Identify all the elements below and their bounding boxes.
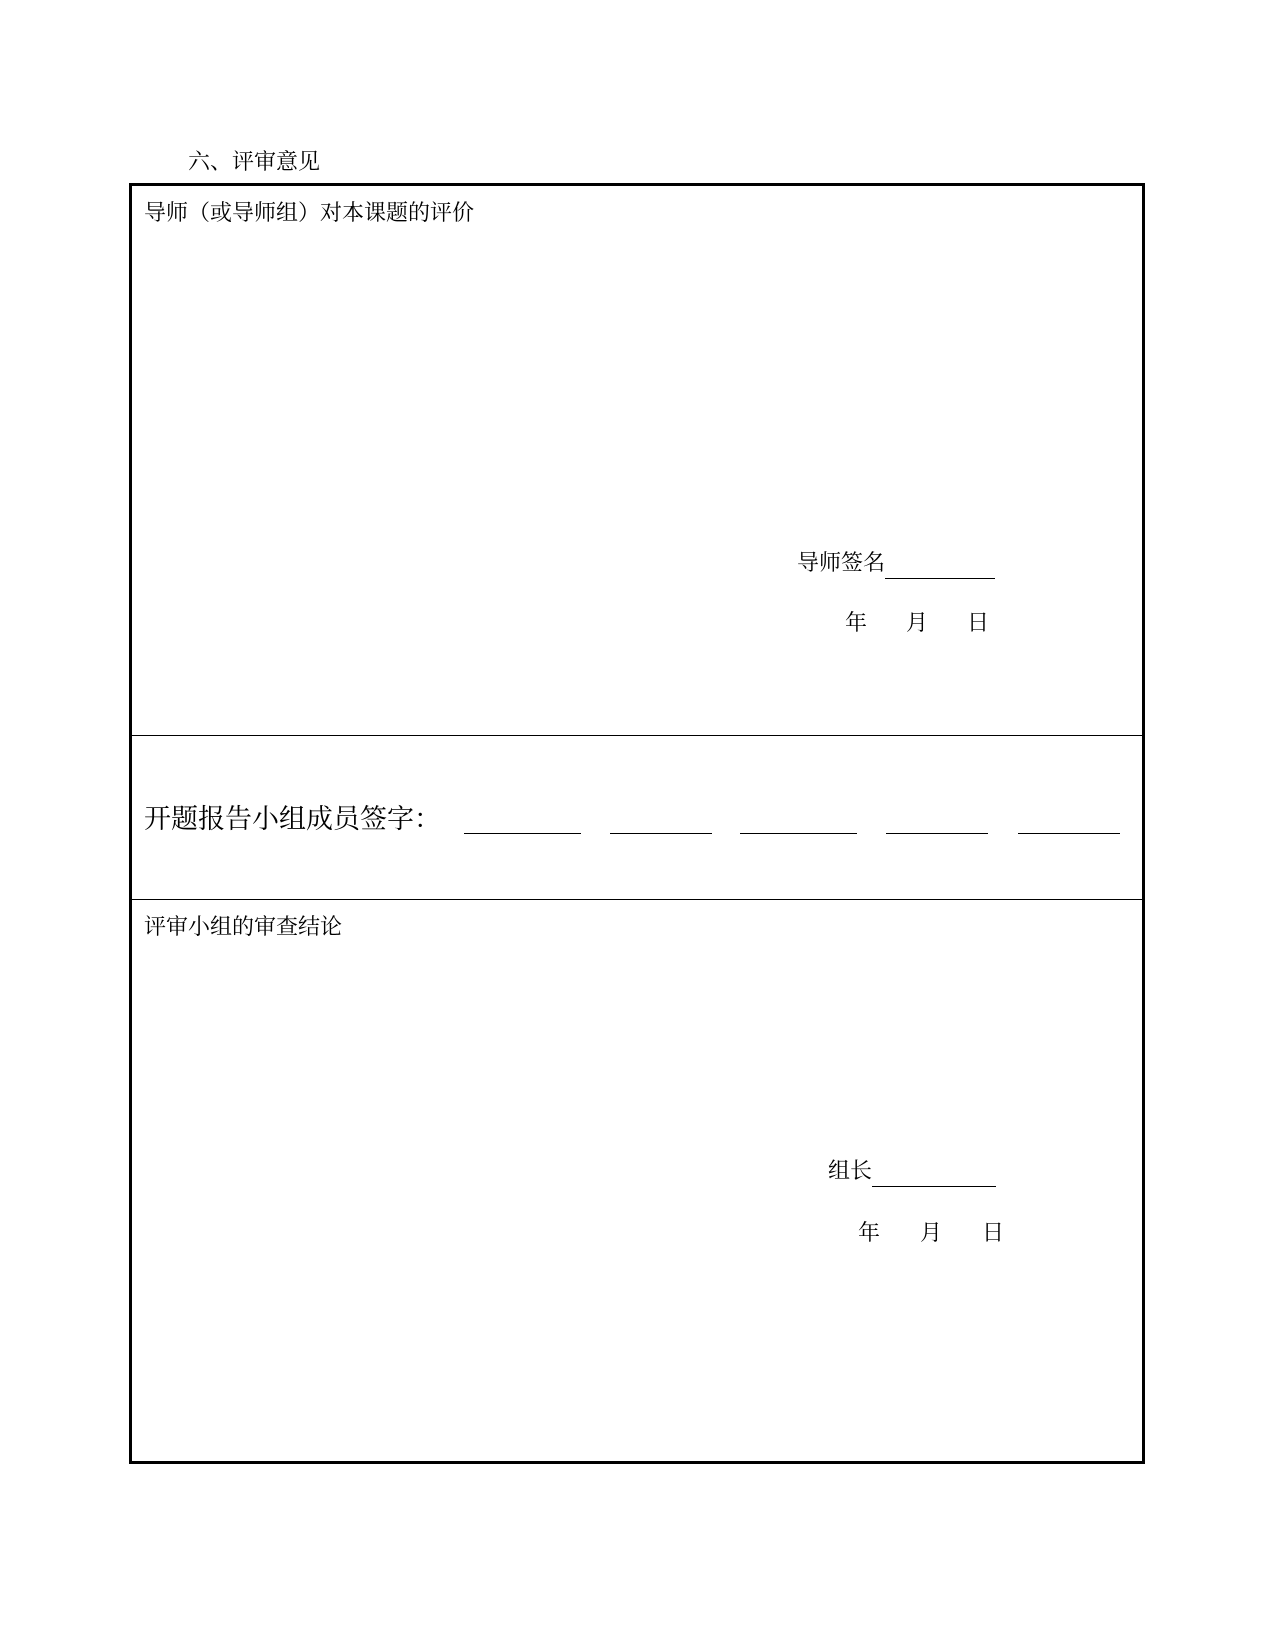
leader-signature-blank[interactable] [872,1160,996,1187]
member-signature-blank-3[interactable] [740,833,857,834]
members-signature-label: 开题报告小组成员签字： [144,804,441,835]
review-form-table [129,183,1145,1464]
section-heading: 六、评审意见 [188,150,321,175]
member-signature-blank-5[interactable] [1018,833,1120,834]
advisor-signature-blank[interactable] [885,552,995,579]
member-signature-blank-1[interactable] [464,833,581,834]
advisor-signature-line [797,549,995,579]
member-signature-blank-4[interactable] [886,833,988,834]
review-date-day: 日 [982,1221,1005,1246]
advisor-date-line [845,609,989,639]
review-date-line [858,1219,1004,1249]
leader-signature-label: 组长 [828,1159,873,1184]
leader-signature-line [828,1157,996,1187]
advisor-date-day: 日 [967,611,990,636]
advisor-date-month: 月 [906,611,929,636]
member-signature-blank-2[interactable] [610,833,712,834]
advisor-date-year: 年 [845,611,868,636]
advisor-signature-label: 导师签名 [797,551,886,576]
review-conclusion-label: 评审小组的审查结论 [144,915,343,940]
members-signature-cell [132,736,1142,900]
review-date-year: 年 [858,1221,881,1246]
advisor-evaluation-label: 导师（或导师组）对本课题的评价 [144,201,475,226]
review-conclusion-cell[interactable] [132,900,1142,1464]
advisor-evaluation-cell[interactable] [132,186,1142,736]
review-date-month: 月 [920,1221,943,1246]
